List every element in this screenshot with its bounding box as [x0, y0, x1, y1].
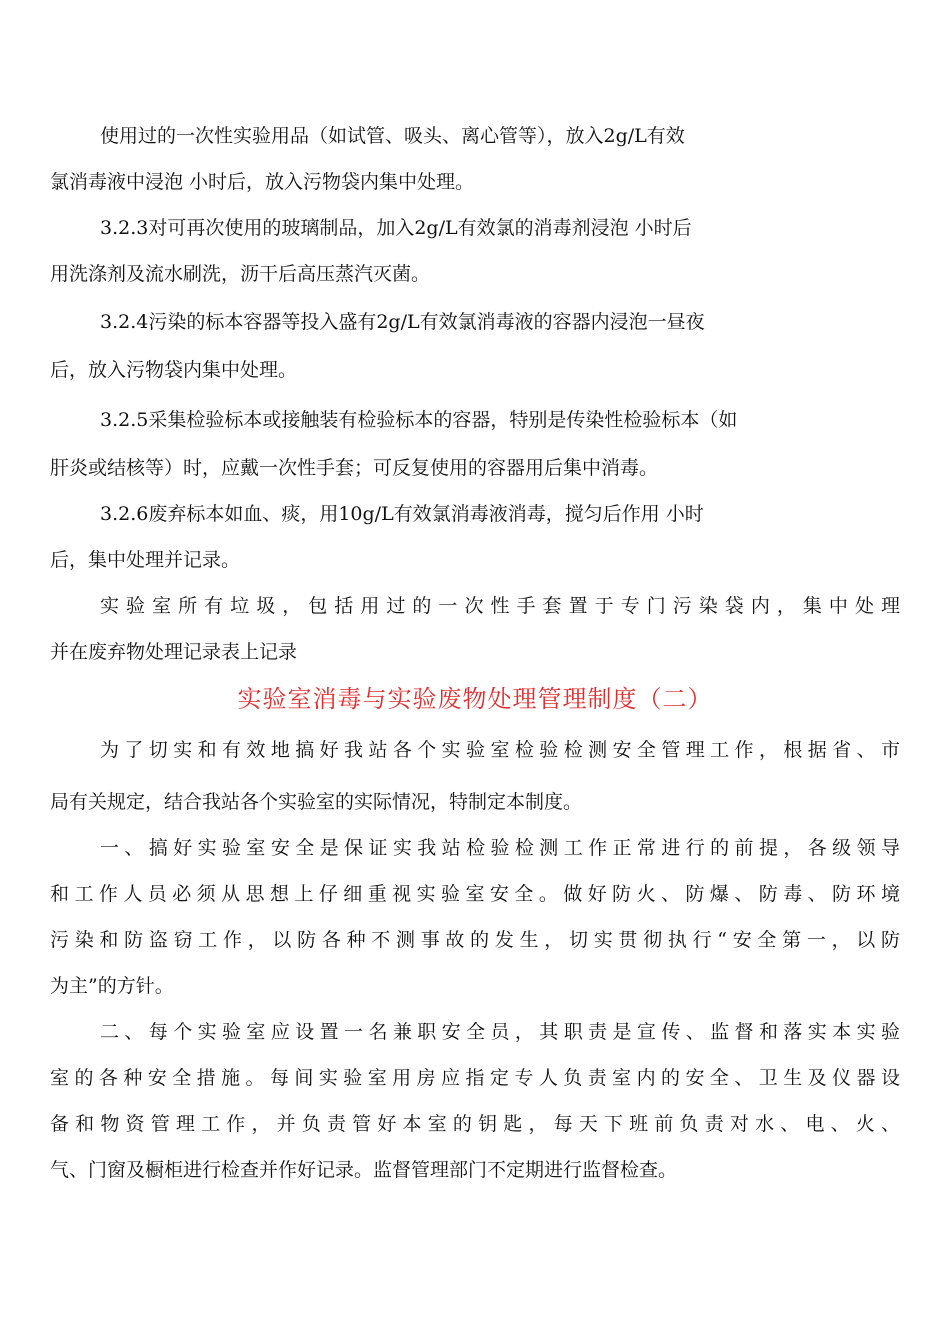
paragraph-line: 气、门窗及橱柜进行检查并作好记录。监督管理部门不定期进行监督检查。	[50, 1159, 678, 1181]
paragraph-line: 为了切实和有效地搞好我站各个实验室检验检测安全管理工作，根据省、市	[100, 739, 900, 761]
paragraph-line: 后，集中处理并记录。	[50, 549, 241, 571]
paragraph-line: 为主”的方针。	[50, 975, 174, 997]
paragraph-line: 和工作人员必须从思想上仔细重视实验室安全。做好防火、防爆、防毒、防环境	[50, 883, 900, 905]
paragraph-line: 3.2.5采集检验标本或接触装有检验标本的容器，特别是传染性检验标本（如	[100, 409, 738, 431]
paragraph-line: 后，放入污物袋内集中处理。	[50, 359, 298, 381]
paragraph-line: 二、每个实验室应设置一名兼职安全员，其职责是宣传、监督和落实本实验	[100, 1021, 900, 1043]
paragraph-line: 并在废弃物处理记录表上记录	[50, 641, 298, 663]
paragraph-line: 污染和防盗窃工作，以防各种不测事故的发生，切实贯彻执行“安全第一，以防	[50, 929, 900, 951]
paragraph-line: 用洗涤剂及流水刷洗，沥干后高压蒸汽灭菌。	[50, 263, 431, 285]
section-title: 实验室消毒与实验废物处理管理制度（二）	[237, 685, 713, 713]
paragraph-line: 室的各种安全措施。每间实验室用房应指定专人负责室内的安全、卫生及仪器设	[50, 1067, 900, 1089]
paragraph-line: 备和物资管理工作，并负责管好本室的钥匙，每天下班前负责对水、电、火、	[50, 1113, 900, 1135]
paragraph-line: 一、搞好实验室安全是保证实我站检验检测工作正常进行的前提，各级领导	[100, 837, 900, 859]
paragraph-line: 3.2.3对可再次使用的玻璃制品，加入2g/L有效氯的消毒剂浸泡 小时后	[100, 217, 692, 239]
paragraph-line: 肝炎或结核等）时，应戴一次性手套；可反复使用的容器用后集中消毒。	[50, 457, 659, 479]
paragraph-line: 氯消毒液中浸泡 小时后，放入污物袋内集中处理。	[50, 171, 475, 193]
paragraph-line: 3.2.4污染的标本容器等投入盛有2g/L有效氯消毒液的容器内浸泡一昼夜	[100, 311, 705, 333]
paragraph-line: 3.2.6废弃标本如血、痰，用10g/L有效氯消毒液消毒，搅匀后作用 小时	[100, 503, 704, 525]
paragraph-line: 实验室所有垃圾，包括用过的一次性手套置于专门污染袋内，集中处理	[100, 595, 900, 617]
paragraph-line: 使用过的一次性实验用品（如试管、吸头、离心管等），放入2g/L有效	[100, 125, 685, 147]
paragraph-line: 局有关规定，结合我站各个实验室的实际情况，特制定本制度。	[50, 791, 583, 813]
